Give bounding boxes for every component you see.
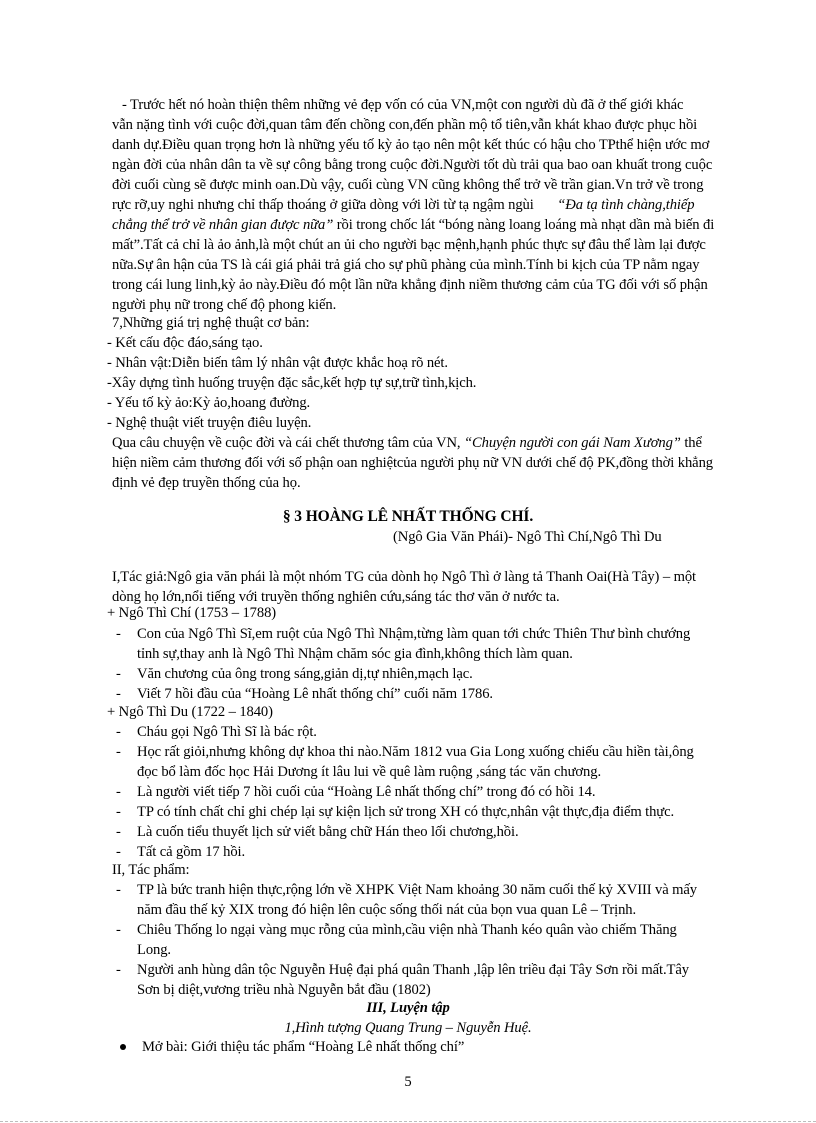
dash-marker: -	[116, 922, 121, 938]
text-line: ngàn đời của nhân dân ta về sự công bằng trong cuộc đời.Người tốt dù trải qua bao oan khuất trong cuộc	[112, 157, 713, 173]
practice-subtitle: 1,Hình tượng Quang Trung – Nguyễn Huệ.	[284, 1020, 532, 1036]
dash-marker: -	[116, 724, 121, 740]
dash-marker: -	[116, 666, 121, 682]
dash-marker: -	[116, 744, 121, 760]
text-line: nữa.Sự ân hận của TS là cái giá phải trả giá cho sự phũ phàng của mình.Tính bi kịch của TP nằm ngay	[112, 257, 700, 273]
text-span: thể	[680, 435, 702, 451]
list-item: Tất cả gồm 17 hồi.	[137, 844, 246, 860]
text-line: hiện niềm cảm thương đối với số phận oan nghiệtcủa người phụ nữ VN dưới chế độ PK,đồng thời khẳng	[112, 455, 713, 471]
list-item: Học rất giỏi,nhưng không dự khoa thi nào.Năm 1812 vua Gia Long xuống chiếu cầu hiền tài,ông	[137, 744, 694, 760]
dash-marker: -	[116, 882, 121, 898]
list-item: -Xây dựng tình huống truyện đặc sắc,kết hợp tự sự,trữ tình,kịch.	[107, 375, 477, 391]
text-span: rồi trong chốc lát “bóng nàng loang loáng mà nhạt dần mà biến đi	[333, 217, 715, 233]
list-item: Con của Ngô Thì Sĩ,em ruột của Ngô Thì Nhậm,từng làm quan tới chức Thiên Thư bình chướng	[137, 626, 691, 642]
text-line: người phụ nữ trong chế độ phong kiến.	[112, 297, 337, 313]
list-item: tỉnh sự,thay anh là Ngô Thì Nhậm chăm sóc gia đình,không thích làm quan.	[137, 646, 573, 662]
section-heading: 7,Những giá trị nghệ thuật cơ bản:	[112, 315, 310, 331]
dash-marker: -	[116, 962, 121, 978]
page-edge-divider	[0, 1121, 816, 1122]
list-item: TP có tính chất chỉ ghi chép lại sự kiện lịch sử trong XH có thực,nhân vật thực,địa điểm thực.	[137, 804, 675, 820]
list-item: Văn chương của ông trong sáng,giản dị,tự nhiên,mạch lạc.	[137, 666, 473, 682]
list-item: Viết 7 hồi đầu của “Hoàng Lê nhất thống chí” cuối năm 1786.	[137, 686, 493, 702]
text-span: Qua câu chuyện về cuộc đời và cái chết thương tâm của VN,	[112, 435, 464, 451]
dash-marker: -	[116, 626, 121, 642]
list-item: - Nhân vật:Diễn biến tâm lý nhân vật được khắc hoạ rõ nét.	[107, 355, 448, 371]
text-line: vẫn nặng tình với cuộc đời,quan tâm đến chồng con,đến phần mộ tổ tiên,vẫn khát khao được phục hồi	[112, 117, 698, 133]
section-authors: (Ngô Gia Văn Phái)- Ngô Thì Chí,Ngô Thì Du	[393, 529, 662, 545]
text-line: định vẻ đẹp truyền thống của họ.	[112, 475, 301, 491]
text-line: danh dự.Điều quan trọng hơn là những yếu tố kỳ ảo tạo nên một kết thúc có hậu cho TPthể hiện ước mơ	[112, 137, 710, 153]
dash-marker: -	[116, 784, 121, 800]
text-line: trong cái lung linh,kỳ ảo này.Điều đó một lần nữa khẳng định niềm thương cảm của TG đối với số phận	[112, 277, 708, 293]
section-title: § 3 HOÀNG LÊ NHẤT THỐNG CHÍ.	[282, 508, 534, 525]
list-item: - Kết cấu độc đáo,sáng tạo.	[107, 335, 263, 351]
text-line: I,Tác giả:Ngô gia văn phái là một nhóm TG của dònh họ Ngô Thì ở làng tả Thanh Oai(Hà Tây) – một	[112, 569, 696, 585]
quote-text: chẳng thể trở về nhân gian được nữa”	[112, 217, 334, 233]
dash-marker: -	[116, 804, 121, 820]
text-line	[112, 433, 772, 453]
list-item: - Nghệ thuật viết truyện điêu luyện.	[107, 415, 312, 431]
list-item: Long.	[137, 942, 171, 958]
list-item: Là cuốn tiểu thuyết lịch sử viết bằng chữ Hán theo lối chương,hồi.	[137, 824, 519, 840]
list-item: Chiêu Thống lo ngại vàng mục rỗng của mình,cầu viện nhà Thanh kéo quân vào chiếm Thăng	[137, 922, 677, 938]
text-span: rực rỡ,uy nghi nhưng chỉ thấp thoáng ở giữa dòng với lời từ tạ ngậm ngùi	[112, 197, 534, 213]
author-header: + Ngô Thì Chí (1753 – 1788)	[107, 605, 277, 621]
text-line: dòng họ lớn,nổi tiếng với truyền thống nghiên cứu,sáng tác thơ văn ở nước ta.	[112, 589, 560, 605]
quote-text: “Chuyện người con gái Nam Xương”	[464, 435, 681, 451]
text-line: mất”.Tất cả chỉ là ảo ảnh,là một chút an ủi cho người bạc mệnh,hạnh phúc thực sự đâu thể làm lại được	[112, 237, 706, 253]
list-item: TP là bức tranh hiện thực,rộng lớn về XHPK Việt Nam khoảng 30 năm cuối thế kỷ XVIII và mấy	[137, 882, 697, 898]
page-number: 5	[404, 1074, 412, 1090]
quote-text: “Đa tạ tình chàng,thiếp	[557, 197, 695, 213]
list-item: năm đầu thế kỷ XIX trong đó hiện lên cuộc sống thối nát của bọn vua quan Lê – Trịnh.	[137, 902, 637, 918]
list-item: Sơn bị diệt,vương triều nhà Nguyễn bắt đầu (1802)	[137, 982, 431, 998]
bullet-icon	[120, 1044, 126, 1050]
text-line	[112, 195, 772, 215]
list-item: đọc bổ làm đốc học Hải Dương ít lâu lui về quê làm ruộng ,sáng tác văn chương.	[137, 764, 601, 780]
dash-marker: -	[116, 686, 121, 702]
dash-marker: -	[116, 844, 121, 860]
list-item: Mở bài: Giới thiệu tác phẩm “Hoàng Lê nhất thống chí”	[142, 1039, 465, 1055]
list-item: Là người viết tiếp 7 hồi cuối của “Hoàng Lê nhất thống chí” trong đó có hồi 14.	[137, 784, 596, 800]
text-line	[112, 215, 772, 235]
text-line: đời cuối cùng sẽ được minh oan.Dù vậy, cuối cùng VN cũng không thể trở về trần gian.Vn trở về trong	[112, 177, 704, 193]
practice-title: III, Luyện tập	[366, 1000, 450, 1016]
list-item: - Yếu tố kỳ ảo:Kỳ ảo,hoang đường.	[107, 395, 311, 411]
list-item: Cháu gọi Ngô Thì Sĩ là bác rột.	[137, 724, 317, 740]
author-header: + Ngô Thì Du (1722 – 1840)	[107, 704, 273, 720]
text-line: - Trước hết nó hoàn thiện thêm những vẻ đẹp vốn có của VN,một con người dù đã ở thế giới khác	[122, 97, 684, 113]
list-item: Người anh hùng dân tộc Nguyễn Huệ đại phá quân Thanh ,lập lên triều đại Tây Sơn rồi mất.Tây	[137, 962, 689, 978]
dash-marker: -	[116, 824, 121, 840]
section-heading: II, Tác phẩm:	[112, 862, 190, 878]
